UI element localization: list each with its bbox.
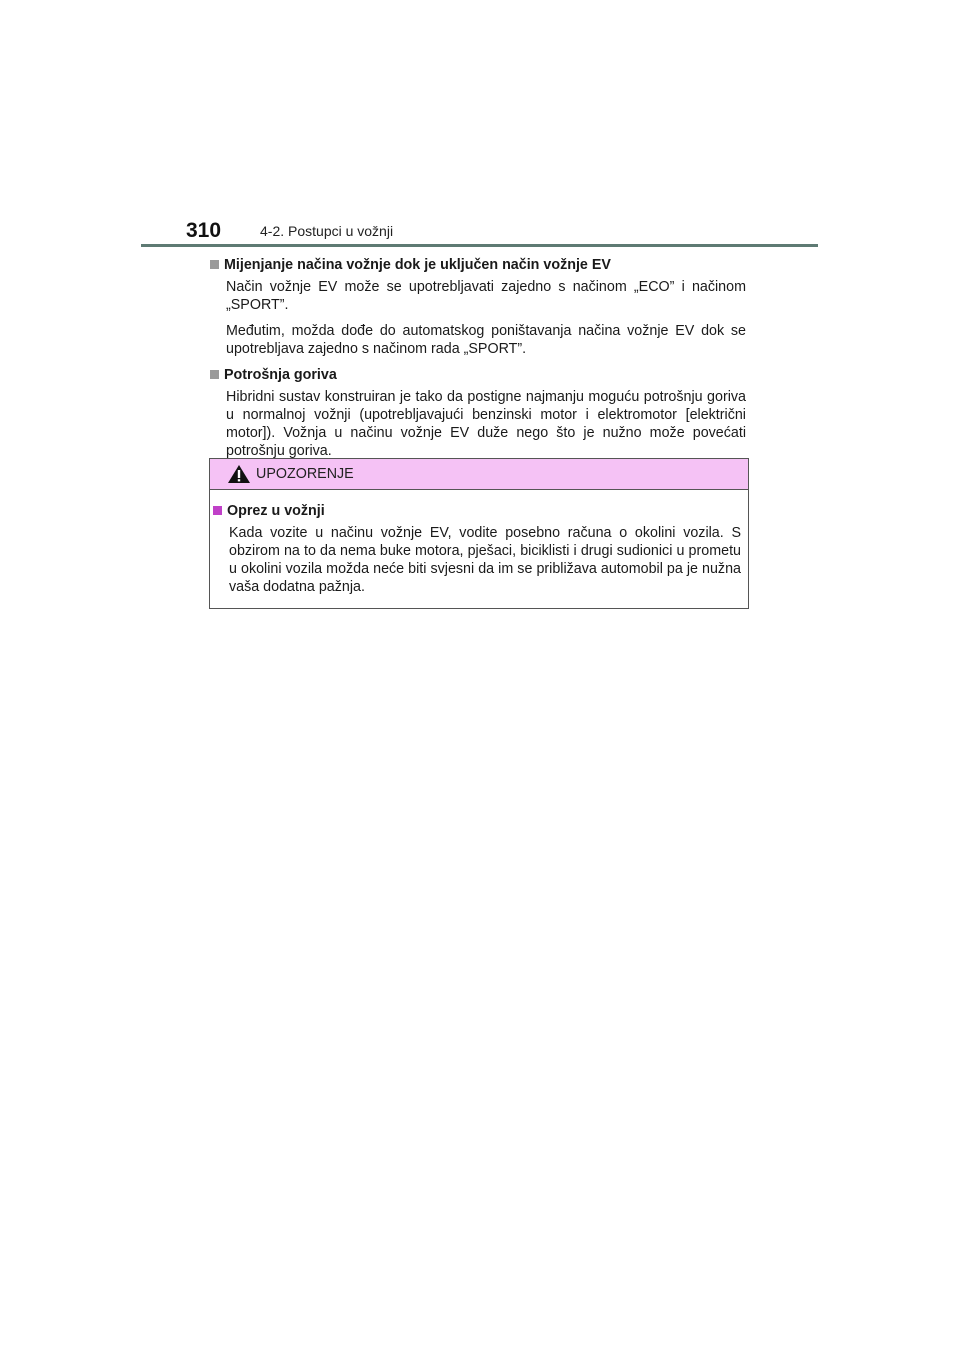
warning-heading-text: Oprez u vožnji [227, 503, 325, 519]
square-bullet-icon [210, 260, 219, 269]
section-fuel-consumption [210, 366, 746, 460]
paragraph: Međutim, možda dođe do automatskog poništavanja načina vožnje EV dok se upotrebljava zajedno s načinom rada „SPORT”. [226, 323, 746, 357]
paragraph: Hibridni sustav konstruiran je tako da postigne najmanju moguću potrošnju goriva u normalnoj vožnji (upotrebljavajući benzinski motor i elektromotor [električni motor]). Vožnja u načinu vožnje EV duže nego što je nužno može povećati potrošnju goriva. [226, 389, 746, 459]
warning-header [210, 459, 748, 490]
section-heading [210, 366, 746, 384]
section-heading [210, 256, 746, 274]
paragraph: Način vožnje EV može se upotrebljavati zajedno s načinom „ECO” i načinom „SPORT”. [226, 279, 746, 313]
warning-triangle-icon [227, 464, 251, 484]
section-ev-mode [210, 256, 746, 358]
warning-title: UPOZORENJE [256, 466, 354, 482]
header-rule [141, 244, 818, 247]
warning-body [213, 502, 741, 596]
section-heading-text: Mijenjanje načina vožnje dok je uključen način vožnje EV [224, 257, 611, 273]
warning-box [209, 458, 749, 609]
section-heading-text: Potrošnja goriva [224, 367, 337, 383]
square-bullet-icon [210, 370, 219, 379]
page-number: 310 [186, 219, 222, 242]
warning-heading [213, 502, 741, 520]
warning-text: Kada vozite u načinu vožnje EV, vodite posebno računa o okolini vozila. S obzirom na to da nema buke motora, pješaci, biciklisti i drugi sudionici u prometu u okolini vozila možda neće biti svjesni da im se približava automobil pa je nužna vaša dodatna pažnja. [229, 525, 741, 595]
square-bullet-icon [213, 506, 222, 515]
section-title: 4-2. Postupci u vožnji [260, 223, 394, 239]
main-content [210, 256, 746, 468]
